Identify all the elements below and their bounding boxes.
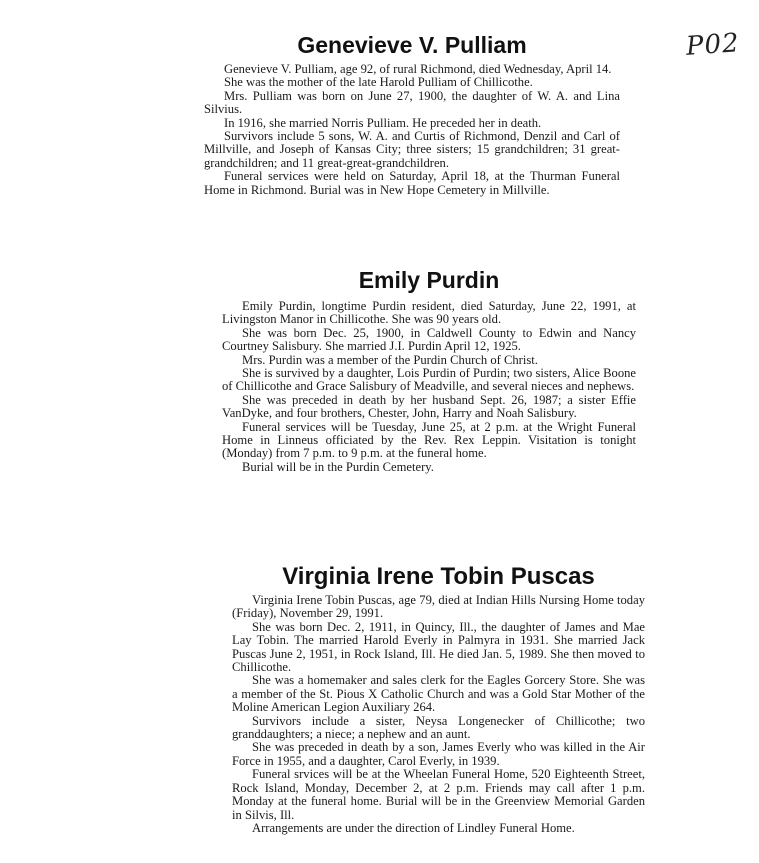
obituary-paragraph: She was preceded in death by her husband Sept. 26, 1987; a sister Effie VanDyke, and four brothers, Chester, John, Harry and Noah Salisbury.: [222, 392, 636, 421]
obituary-paragraph: Emily Purdin, longtime Purdin resident, died Saturday, June 22, 1991, at Livingston Manor in Chillicothe. She was 90 years old.: [222, 299, 636, 327]
obituary-pulliam: [204, 32, 620, 197]
obituary-paragraph: Funeral services were held on Saturday, April 18, at the Thurman Funeral Home in Richmond. Burial was in New Hope Cemetery in Millville.: [204, 169, 620, 197]
obituary-paragraph: In 1916, she married Norris Pulliam. He preceded her in death.: [224, 115, 542, 130]
obituary-paragraph: Survivors include a sister, Neysa Longenecker of Chillicothe; two granddaughters; a niece; a nephew and an aunt.: [232, 713, 645, 742]
obituary-paragraph: She is survived by a daughter, Lois Purdin of Purdin; two sisters, Alice Boone of Chillicothe and Grace Salisbury of Meadville, and several nieces and nephews.: [222, 366, 636, 394]
obituary-paragraph: Mrs. Pulliam was born on June 27, 1900, the daughter of W. A. and Lina Silvius.: [204, 88, 620, 117]
obituary-paragraph: Virginia Irene Tobin Puscas, age 79, died at Indian Hills Nursing Home today (Friday), November 29, 1991.: [232, 593, 645, 621]
obituary-puscas: [232, 563, 645, 835]
obituary-paragraph: She was a homemaker and sales clerk for the Eagles Gorcery Store. She was a member of the St. Pious X Catholic Church and was a Gold Star Mother of the Moline American Legion Auxiliary 264.: [232, 673, 645, 715]
obituary-paragraph: She was the mother of the late Harold Pulliam of Chillicothe.: [224, 75, 533, 90]
obituary-paragraph: She was born Dec. 25, 1900, in Caldwell County to Edwin and Nancy Courtney Salisbury. She married J.I. Purdin April 12, 1925.: [222, 325, 636, 354]
obituary-paragraph: Funeral services will be Tuesday, June 25, at 2 p.m. at the Wright Funeral Home in Linneus officiated by the Rev. Rex Leppin. Visitation is tonight (Monday) from 7 p.m. to 9 p.m. at the funeral home.: [222, 419, 636, 461]
obituary-purdin: [222, 267, 636, 474]
obituary-paragraph: She was preceded in death by a son, James Everly who was killed in the Air Force in 1955, and a daughter, Carol Everly, in 1939.: [232, 740, 645, 768]
obituary-paragraph: She was born Dec. 2, 1911, in Quincy, Ill., the daughter of James and Mae Lay Tobin. The married Harold Everly in Palmyra in 1931. She married Jack Puscas June 2, 1951, in Rock Island, Ill. He died Jan. 5, 1989. She then moved to Chillicothe.: [232, 619, 645, 675]
obituary-paragraph: Arrangements are under the direction of Lindley Funeral Home.: [252, 820, 575, 835]
obituary-paragraph: Funeral srvices will be at the Wheelan Funeral Home, 520 Eighteenth Street, Rock Island, Monday, December 2, at 2 p.m. Friends may call after 1 p.m. Monday at the funeral home. Burial will be in the Greenview Memorial Garden in Silvis, Ill.: [232, 767, 645, 822]
obituary-paragraph: Mrs. Purdin was a member of the Purdin Church of Christ.: [242, 352, 538, 367]
obituary-heading: Virginia Irene Tobin Puscas: [282, 563, 595, 590]
obituary-heading: Genevieve V. Pulliam: [297, 32, 527, 58]
obituary-paragraph: Burial will be in the Purdin Cemetery.: [242, 459, 434, 474]
page-id-handwritten: P02: [685, 28, 741, 62]
obituary-heading: Emily Purdin: [358, 267, 500, 293]
obituary-paragraph: Survivors include 5 sons, W. A. and Curtis of Richmond, Denzil and Carl of Millville, and Joseph of Kansas City; three sisters; 15 grandchildren; 31 great-grandchildren; and 11 great-great-grandchildren.: [204, 129, 620, 170]
obituary-paragraph: Genevieve V. Pulliam, age 92, of rural Richmond, died Wednesday, April 14.: [224, 62, 612, 76]
